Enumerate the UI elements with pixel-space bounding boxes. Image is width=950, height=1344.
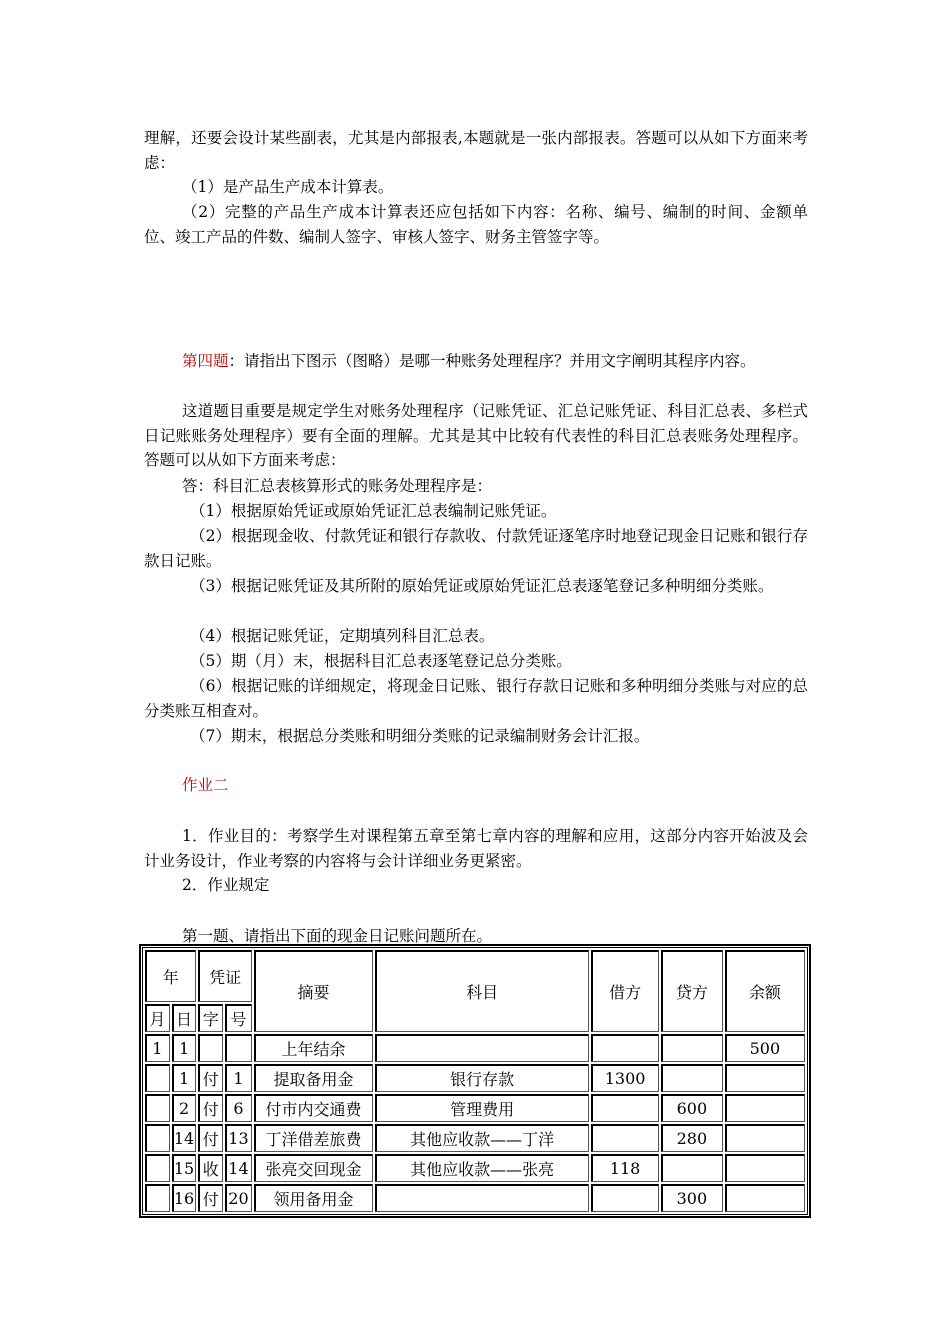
table-row: [145, 1124, 805, 1152]
cell-credit: [661, 1154, 723, 1182]
cell-debit: [591, 1034, 659, 1062]
cell-word: 付: [198, 1184, 223, 1212]
cell-word: [198, 1034, 223, 1062]
cell-number: 14: [225, 1154, 252, 1182]
hw2-goal: 1．作业目的：考察学生对课程第五章至第七章内容的理解和应用，这部分内容开始波及会计业务设计，作业考察的内容将与会计详细业务更紧密。: [144, 827, 808, 870]
cell-month: [145, 1154, 170, 1182]
header-balance: 余额: [725, 950, 805, 1032]
cell-balance: [725, 1064, 805, 1092]
cell-summary: 张亮交回现金: [254, 1154, 373, 1182]
header-account: 科目: [375, 950, 589, 1032]
table-row: [145, 1034, 805, 1062]
section-title-hw2: 作业二: [182, 776, 229, 794]
cell-month: 1: [145, 1034, 170, 1062]
q4-step-6: （6）根据记账的详细规定，将现金日记账、银行存款日记账和多种明细分类账与对应的总分类账互相查对。: [144, 677, 808, 720]
table-row: [145, 1184, 805, 1212]
cell-summary: 丁洋借差旅费: [254, 1124, 373, 1152]
hw2-requirements: 2．作业规定: [182, 876, 270, 894]
cell-balance: [725, 1184, 805, 1212]
cell-credit: 600: [661, 1094, 723, 1122]
cell-day: 16: [172, 1184, 197, 1212]
cell-account: 管理费用: [375, 1094, 589, 1122]
cell-month: [145, 1094, 170, 1122]
header-day: 日: [172, 1004, 197, 1032]
q4-step-7: （7）期末，根据总分类账和明细分类账的记录编制财务会计汇报。: [190, 727, 650, 745]
cell-summary: 上年结余: [254, 1034, 373, 1062]
intro-paragraph: 理解，还要会设计某些副表，尤其是内部报表,本题就是一张内部报表。答题可以从如下方面来考虑：: [144, 129, 808, 172]
cell-credit: 280: [661, 1124, 723, 1152]
q4-label: 第四题: [182, 352, 229, 370]
q4-step-4: （4）根据记账凭证，定期填列科目汇总表。: [190, 627, 495, 645]
cell-balance: [725, 1124, 805, 1152]
cell-credit: [661, 1064, 723, 1092]
hw2-question-1: 第一题、请指出下面的现金日记账问题所在。: [182, 927, 493, 945]
cell-debit: [591, 1184, 659, 1212]
cell-day: 1: [172, 1064, 197, 1092]
cell-debit: 1300: [591, 1064, 659, 1092]
cell-balance: [725, 1154, 805, 1182]
q4-step-1: （1）根据原始凭证或原始凭证汇总表编制记账凭证。: [190, 502, 557, 520]
cell-account: [375, 1034, 589, 1062]
cell-word: 收: [198, 1154, 223, 1182]
header-voucher: 凭证: [198, 950, 251, 1002]
q4-question: [144, 349, 808, 374]
cell-account: [375, 1184, 589, 1212]
cell-debit: 118: [591, 1154, 659, 1182]
cell-number: 1: [225, 1064, 252, 1092]
cell-word: 付: [198, 1124, 223, 1152]
cell-month: [145, 1064, 170, 1092]
cell-day: 1: [172, 1034, 197, 1062]
cell-day: 2: [172, 1094, 197, 1122]
cell-day: 14: [172, 1124, 197, 1152]
cash-journal-table: [140, 945, 810, 1217]
table-row: [145, 1094, 805, 1122]
cell-number: 6: [225, 1094, 252, 1122]
header-debit: 借方: [591, 950, 659, 1032]
cell-account: 其他应收款——张亮: [375, 1154, 589, 1182]
header-month: 月: [145, 1004, 170, 1032]
cell-number: 13: [225, 1124, 252, 1152]
q4-paragraph: 这道题目重要是规定学生对账务处理程序（记账凭证、汇总记账凭证、科目汇总表、多栏式日记账账务处理程序）要有全面的理解。尤其是其中比较有代表性的科目汇总表账务处理程序。答题可以从如下方面来考虑：: [144, 402, 808, 469]
cell-number: 20: [225, 1184, 252, 1212]
cell-summary: 提取备用金: [254, 1064, 373, 1092]
cell-summary: 付市内交通费: [254, 1094, 373, 1122]
cell-credit: [661, 1034, 723, 1062]
intro-item-1: （1）是产品生产成本计算表。: [182, 178, 394, 196]
cell-balance: [725, 1094, 805, 1122]
cell-balance: 500: [725, 1034, 805, 1062]
header-word: 字: [198, 1004, 223, 1032]
q4-step-3: （3）根据记账凭证及其所附的原始凭证或原始凭证汇总表逐笔登记多种明细分类账。: [190, 577, 774, 595]
cell-account: 其他应收款——丁洋: [375, 1124, 589, 1152]
table-header-row: [145, 950, 805, 1002]
header-number: 号: [225, 1004, 252, 1032]
cell-word: 付: [198, 1094, 223, 1122]
q4-step-5: （5）期（月）末，根据科目汇总表逐笔登记总分类账。: [190, 652, 572, 670]
cell-summary: 领用备用金: [254, 1184, 373, 1212]
q4-answer: 答：科目汇总表核算形式的账务处理程序是：: [182, 477, 493, 495]
cell-account: 银行存款: [375, 1064, 589, 1092]
q4-question-text: ：请指出下图示（图略）是哪一种账务处理程序？并用文字阐明其程序内容。: [228, 352, 756, 370]
cell-credit: 300: [661, 1184, 723, 1212]
cell-day: 15: [172, 1154, 197, 1182]
cell-month: [145, 1124, 170, 1152]
cell-number: [225, 1034, 252, 1062]
header-year: 年: [145, 950, 196, 1002]
cell-debit: [591, 1124, 659, 1152]
cell-month: [145, 1184, 170, 1212]
header-credit: 贷方: [661, 950, 723, 1032]
table-row: [145, 1154, 805, 1182]
q4-step-2: （2）根据现金收、付款凭证和银行存款收、付款凭证逐笔序时地登记现金日记账和银行存款日记账。: [144, 527, 808, 570]
cell-debit: [591, 1094, 659, 1122]
cell-word: 付: [198, 1064, 223, 1092]
header-summary: 摘要: [254, 950, 373, 1032]
table-row: [145, 1064, 805, 1092]
intro-item-2: （2）完整的产品生产成本计算表还应包括如下内容：名称、编号、编制的时间、金额单位、竣工产品的件数、编制人签字、审核人签字、财务主管签字等。: [144, 203, 808, 246]
